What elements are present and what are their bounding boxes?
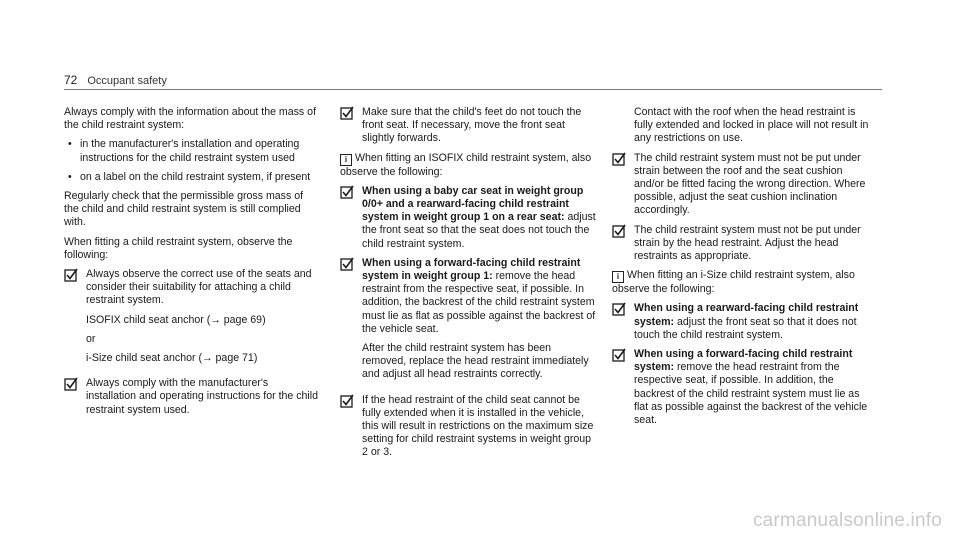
checkbox-check-icon	[612, 152, 634, 218]
bullet-item	[64, 171, 320, 184]
check-item	[612, 152, 874, 218]
isofix-note-text: When fitting an ISOFIX child restraint system, also observe the following:	[340, 151, 592, 178]
isize-note	[612, 269, 874, 296]
check-title: When using a baby car seat in weight group 0/0+ and a rearward-facing child restraint system in weight group 1 on a rear seat:	[362, 184, 584, 224]
checkbox-check-icon	[340, 394, 362, 460]
checkbox-check-icon	[340, 106, 362, 146]
check-item	[340, 106, 596, 146]
check-title: When using a forward-facing child restraint system:	[634, 348, 853, 374]
checkbox-check-icon	[64, 377, 86, 417]
check-text: Always comply with the manufacturer's installation and operating instructions for the child restraint system used.	[86, 377, 319, 416]
check-text: adjust the front seat so that the seat does not touch the child restraint system.	[362, 211, 596, 250]
roof-contact-paragraph: Contact with the roof when the head restraint is fully extended and locked in place will not result in any restrictions on use.	[634, 106, 869, 145]
check-title: When using a rearward-facing child restraint system:	[634, 302, 859, 328]
isize-icon: i	[612, 271, 624, 283]
check-text: Always observe the correct use of the seats and consider their suitability for attaching a child restraint system.	[86, 268, 312, 307]
or-text: or	[86, 332, 96, 345]
watermark: carmanualsonline.info	[752, 509, 942, 531]
check-text: If the head restraint of the child seat cannot be fully extended when it is installed in the vehicle, this will result in restrictions on the maximum size setting for child restraint systems in weight group 2 or 3.	[362, 393, 594, 459]
observe-paragraph: When fitting a child restraint system, observe the following:	[64, 235, 293, 261]
check-item	[612, 224, 874, 264]
checkbox-check-icon	[340, 257, 362, 388]
intro-paragraph: Always comply with the information about the mass of the child restraint system:	[64, 106, 317, 132]
check-mass-paragraph: Regularly check that the permissible gross mass of the child and child restraint system is still complied with.	[64, 190, 304, 229]
header-rule	[64, 89, 882, 90]
check-item	[64, 268, 320, 371]
bullet-item	[64, 138, 320, 164]
column-1	[64, 106, 320, 423]
check-text: remove the head restraint from the respective seat, if possible. In addition, the backrest of the child restraint system must lie as flat as possible against the backrest of the vehicle seat.	[634, 361, 868, 427]
column-2	[340, 106, 596, 466]
check-item	[64, 377, 320, 417]
check-text: adjust the front seat so that it does not touch the child restraint system.	[634, 315, 857, 341]
check-followup: After the child restraint system has been removed, replace the head restraint immediately and adjust all head restraints correctly.	[362, 342, 589, 381]
isofix-icon: i	[340, 154, 352, 166]
isize-reference: i-Size child seat anchor (→ page 71)	[86, 352, 258, 365]
checkbox-check-icon	[612, 224, 634, 264]
check-item	[612, 302, 874, 342]
checkbox-check-icon	[612, 302, 634, 342]
check-text: The child restraint system must not be put under strain by the head restraint. Adjust the head restraints as appropriate.	[634, 223, 861, 263]
check-title: When using a forward-facing child restraint system in weight group 1:	[362, 256, 581, 283]
check-item	[340, 394, 596, 460]
check-item	[612, 348, 874, 427]
isize-note-text: When fitting an i-Size child restraint system, also observe the following:	[612, 269, 855, 296]
page-number: 72	[64, 73, 78, 87]
section-title: Occupant safety	[87, 75, 167, 87]
check-text: remove the head restraint from the respective seat, if possible. In addition, the backrest of the child restraint system must lie as flat as possible against the backrest of the vehicle seat.	[362, 270, 596, 335]
checkbox-check-icon	[64, 268, 86, 371]
checkbox-check-icon	[612, 348, 634, 427]
bullet-dot: •	[68, 138, 72, 151]
checkbox-check-icon	[340, 185, 362, 251]
page-header	[64, 74, 167, 88]
isofix-note	[340, 152, 596, 179]
check-item	[340, 257, 596, 388]
isofix-reference: ISOFIX child seat anchor (→ page 69)	[86, 313, 266, 326]
check-item	[340, 185, 596, 251]
bullet-text: on a label on the child restraint system, if present	[80, 170, 311, 183]
column-3	[612, 106, 874, 433]
check-text: Make sure that the child's feet do not touch the front seat. If necessary, move the front seat slightly forwards.	[362, 106, 582, 145]
check-text: The child restraint system must not be put under strain between the roof and the seat cushion and/or be fitted facing the wrong direction. Where possible, adjust the seat cushion inclination accordingly.	[634, 151, 866, 217]
bullet-dot: •	[68, 170, 72, 183]
bullet-text: in the manufacturer's installation and operating instructions for the child restraint system used	[80, 138, 300, 164]
